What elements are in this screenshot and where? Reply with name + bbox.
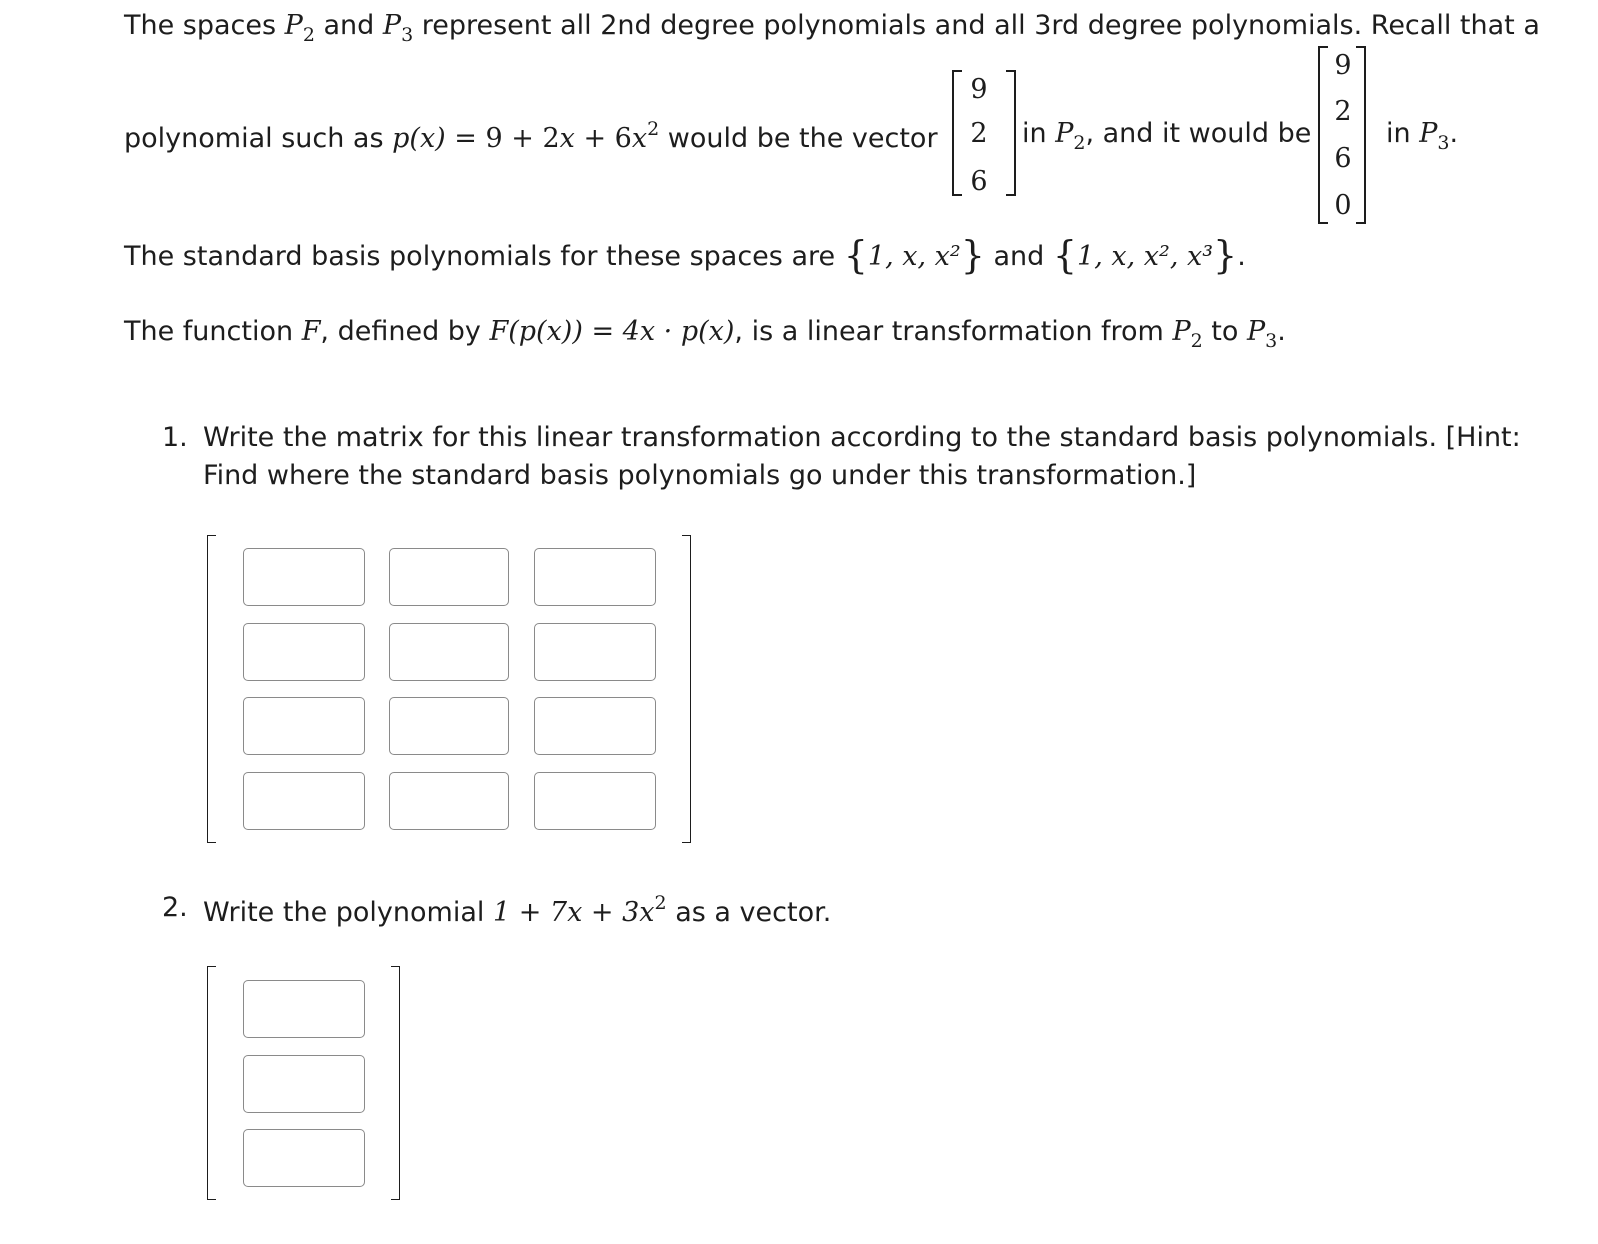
math-sup: 2 bbox=[654, 892, 667, 914]
q2-number: 2. bbox=[162, 892, 188, 923]
math-sub: 2 bbox=[1190, 330, 1203, 352]
matrix-cell-r1-c1[interactable] bbox=[243, 548, 365, 606]
math-brace: { bbox=[1052, 233, 1078, 277]
math-F: F bbox=[301, 316, 321, 347]
basis-line bbox=[124, 233, 1246, 277]
vector-p3-left-bracket bbox=[1318, 46, 1328, 224]
math-P: P bbox=[1419, 118, 1438, 149]
q2-text bbox=[203, 894, 831, 926]
function-line bbox=[124, 318, 1286, 351]
math-P: P bbox=[1055, 118, 1074, 149]
matrix-cell-r4-c2[interactable] bbox=[389, 772, 509, 830]
q2-text-part: Write the polynomial bbox=[203, 897, 493, 928]
matrix-cell-r3-c2[interactable] bbox=[389, 697, 509, 755]
intro-line-2-end bbox=[1386, 120, 1458, 153]
vector-p3-entry: 9 bbox=[1334, 50, 1352, 81]
q2-polynomial: 1 + 7x + 3x bbox=[492, 897, 655, 928]
function-text: The function bbox=[124, 316, 302, 347]
math-sub: 2 bbox=[302, 24, 315, 46]
math-P: P bbox=[382, 10, 402, 41]
intro-text: , and it would be bbox=[1085, 118, 1312, 149]
basis-set-p2: 1, x, x² bbox=[867, 241, 961, 272]
math-P: P bbox=[1172, 316, 1191, 347]
intro-line-2 bbox=[124, 120, 938, 152]
math-px: p(x) bbox=[392, 123, 446, 154]
vector-cell-1[interactable] bbox=[243, 980, 365, 1038]
intro-text: would be the vector bbox=[659, 123, 938, 154]
math-sup: 2 bbox=[647, 118, 660, 140]
function-formula: F(p(x)) = 4x · p(x) bbox=[489, 316, 735, 347]
intro-line-2-mid bbox=[1022, 120, 1311, 153]
vector-p2-entry: 9 bbox=[970, 74, 988, 105]
math-plus: + 6 bbox=[574, 123, 632, 154]
function-text: to bbox=[1202, 316, 1247, 347]
vector-answer-left-bracket bbox=[207, 966, 216, 1200]
matrix-cell-r1-c2[interactable] bbox=[389, 548, 509, 606]
intro-text: polynomial such as bbox=[124, 123, 393, 154]
math-sub: 2 bbox=[1073, 132, 1086, 154]
function-text: , defined by bbox=[320, 316, 490, 347]
q1-text-line-2: Find where the standard basis polynomials go under this transformation.] bbox=[203, 460, 1197, 491]
matrix-cell-r3-c3[interactable] bbox=[534, 697, 656, 755]
vector-p2-entry: 2 bbox=[970, 118, 988, 149]
vector-p2-left-bracket bbox=[952, 70, 962, 196]
vector-p3-entry: 0 bbox=[1334, 190, 1352, 221]
basis-set-p3: 1, x, x², x³ bbox=[1077, 241, 1214, 272]
math-sub: 3 bbox=[1265, 330, 1278, 352]
function-text: , is a linear transformation from bbox=[734, 316, 1173, 347]
intro-text: in bbox=[1022, 118, 1056, 149]
matrix-cell-r2-c2[interactable] bbox=[389, 623, 509, 681]
math-sub: 3 bbox=[401, 24, 414, 46]
vector-answer-right-bracket bbox=[391, 966, 400, 1200]
math-sub: 3 bbox=[1437, 132, 1450, 154]
function-text: . bbox=[1277, 316, 1286, 347]
intro-text: represent all 2nd degree polynomials and all 3rd degree polynomials. Recall that a bbox=[413, 10, 1540, 41]
math-x: x bbox=[559, 123, 575, 154]
math-P: P bbox=[284, 10, 303, 41]
vector-cell-2[interactable] bbox=[243, 1055, 365, 1113]
matrix-cell-r1-c3[interactable] bbox=[534, 548, 656, 606]
intro-text: and bbox=[314, 10, 383, 41]
basis-text: . bbox=[1237, 241, 1246, 272]
math-eq: = 9 + 2 bbox=[445, 123, 560, 154]
q2-text-part: as a vector. bbox=[666, 897, 832, 928]
math-brace: } bbox=[1213, 233, 1238, 277]
basis-text: The standard basis polynomials for these spaces are bbox=[124, 241, 844, 272]
matrix-cell-r2-c3[interactable] bbox=[534, 623, 656, 681]
math-P: P bbox=[1246, 316, 1266, 347]
math-brace: } bbox=[960, 233, 985, 277]
intro-line-1 bbox=[124, 12, 1540, 45]
basis-text: and bbox=[984, 241, 1053, 272]
vector-cell-3[interactable] bbox=[243, 1129, 365, 1187]
matrix-cell-r2-c1[interactable] bbox=[243, 623, 365, 681]
intro-text: The spaces bbox=[124, 10, 285, 41]
vector-p2-entry: 6 bbox=[970, 166, 988, 197]
q1-number: 1. bbox=[162, 422, 188, 453]
math-brace: { bbox=[843, 233, 868, 277]
matrix-cell-r4-c1[interactable] bbox=[243, 772, 365, 830]
vector-p2-right-bracket bbox=[1006, 70, 1016, 196]
intro-text: in bbox=[1386, 118, 1420, 149]
math-x: x bbox=[631, 123, 648, 154]
matrix-cell-r4-c3[interactable] bbox=[534, 772, 656, 830]
matrix-cell-r3-c1[interactable] bbox=[243, 697, 365, 755]
q1-text-line-1: Write the matrix for this linear transformation according to the standard basis polynomials. [Hint: bbox=[203, 422, 1521, 453]
vector-p3-entry: 2 bbox=[1334, 96, 1352, 127]
intro-text: . bbox=[1449, 118, 1459, 149]
matrix-right-bracket bbox=[682, 535, 691, 843]
vector-p3-entry: 6 bbox=[1334, 143, 1352, 174]
matrix-left-bracket bbox=[207, 535, 216, 843]
